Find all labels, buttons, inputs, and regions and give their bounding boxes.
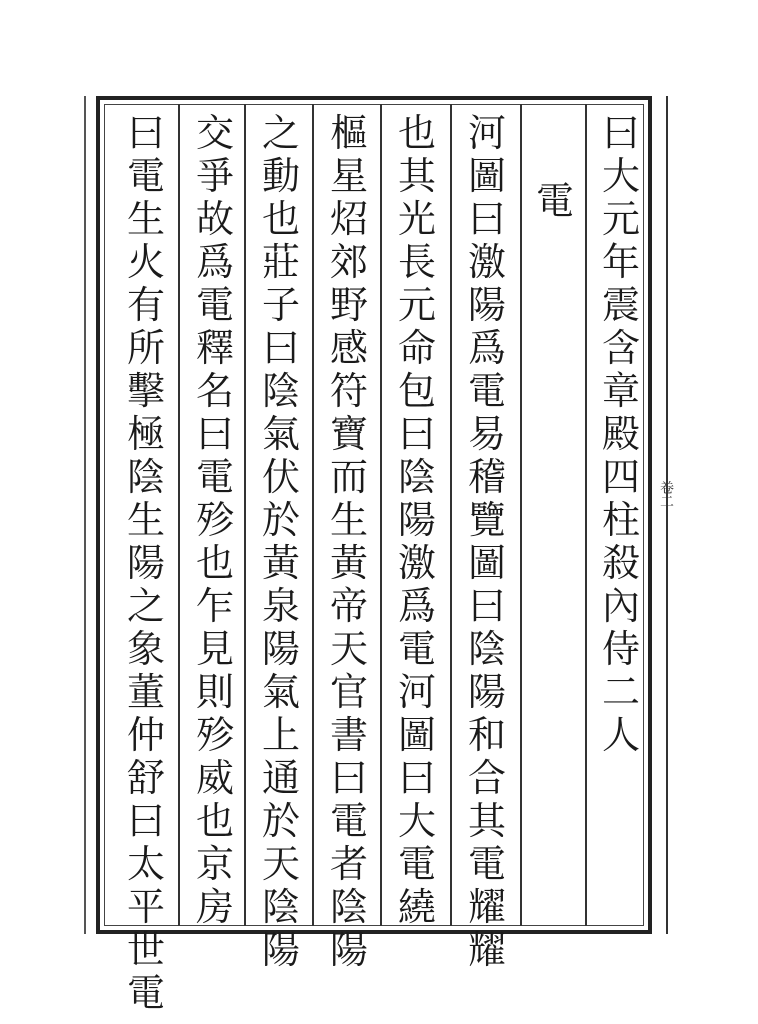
column-character: 殄 (195, 498, 234, 542)
column-rule (585, 104, 587, 926)
column-character: 命 (397, 326, 436, 370)
column-character: 寶 (329, 412, 368, 456)
column-character: 之 (126, 584, 165, 628)
column-character: 電 (126, 971, 165, 1015)
column-character: 電 (467, 842, 506, 886)
column-character: 陽 (397, 498, 436, 542)
column-character: 激 (397, 541, 436, 585)
column-character: 電 (535, 179, 574, 223)
column-character: 二 (601, 670, 640, 714)
column-character: 圖 (467, 154, 506, 198)
column-character: 野 (329, 283, 368, 327)
column-character: 董 (126, 670, 165, 714)
column-character: 於 (261, 498, 300, 542)
column-character: 長 (397, 240, 436, 284)
column-character: 也 (397, 111, 436, 155)
margin-label: 卷二 (658, 480, 674, 508)
column-character: 曰 (261, 326, 300, 370)
column-character: 爲 (397, 584, 436, 628)
column-character: 曰 (329, 756, 368, 800)
column-character: 則 (195, 670, 234, 714)
column-character: 平 (126, 885, 165, 929)
text-column-2-heading (530, 180, 580, 990)
column-character: 氣 (261, 670, 300, 714)
column-character: 章 (601, 369, 640, 413)
column-character: 陰 (397, 455, 436, 499)
text-column-5 (324, 111, 374, 972)
column-character: 圖 (397, 713, 436, 757)
column-character: 電 (397, 627, 436, 671)
column-character: 曰 (467, 584, 506, 628)
column-character: 電 (126, 154, 165, 198)
column-character: 也 (195, 541, 234, 585)
column-character: 氣 (261, 412, 300, 456)
column-character: 樞 (329, 111, 368, 155)
column-character: 星 (329, 154, 368, 198)
column-character: 於 (261, 799, 300, 843)
column-character: 覽 (467, 498, 506, 542)
column-character: 天 (329, 627, 368, 671)
column-character: 象 (126, 627, 165, 671)
column-character: 大 (397, 799, 436, 843)
column-rule (244, 104, 246, 926)
column-character: 極 (126, 412, 165, 456)
column-character: 震 (601, 283, 640, 327)
column-character: 也 (195, 799, 234, 843)
column-character: 通 (261, 756, 300, 800)
column-character: 電 (467, 369, 506, 413)
column-character: 莊 (261, 240, 300, 284)
text-column-8 (120, 111, 172, 1015)
column-character: 元 (397, 283, 436, 327)
column-character: 書 (329, 713, 368, 757)
column-character: 生 (126, 197, 165, 241)
text-column-4 (392, 111, 442, 929)
column-character: 大 (601, 154, 640, 198)
column-character: 耀 (467, 928, 506, 972)
column-character: 所 (126, 326, 165, 370)
column-character: 爲 (195, 240, 234, 284)
column-character: 而 (329, 455, 368, 499)
column-character: 陽 (126, 541, 165, 585)
column-character: 其 (467, 799, 506, 843)
column-character: 電 (397, 842, 436, 886)
column-character: 有 (126, 283, 165, 327)
column-character: 爭 (195, 154, 234, 198)
column-character: 柱 (601, 498, 640, 542)
column-character: 包 (397, 369, 436, 413)
column-character: 四 (601, 455, 640, 499)
column-character: 爲 (467, 326, 506, 370)
column-character: 上 (261, 713, 300, 757)
column-character: 河 (467, 111, 506, 155)
column-character: 激 (467, 240, 506, 284)
column-character: 圖 (467, 541, 506, 585)
column-character: 侍 (601, 627, 640, 671)
column-character: 陽 (329, 928, 368, 972)
column-character: 殿 (601, 412, 640, 456)
column-character: 曰 (467, 197, 506, 241)
column-character: 郊 (329, 240, 368, 284)
column-character: 陰 (261, 369, 300, 413)
column-character: 之 (261, 111, 300, 155)
column-character: 曰 (601, 111, 640, 155)
column-character: 內 (601, 584, 640, 628)
column-character: 繞 (397, 885, 436, 929)
column-character: 交 (195, 111, 234, 155)
column-character: 耀 (467, 885, 506, 929)
column-character: 電 (195, 455, 234, 499)
column-character: 感 (329, 326, 368, 370)
column-character: 世 (126, 928, 165, 972)
column-character: 官 (329, 670, 368, 714)
column-character: 擊 (126, 369, 165, 413)
column-character: 舒 (126, 756, 165, 800)
column-character: 曰 (126, 799, 165, 843)
column-character: 陰 (467, 627, 506, 671)
column-character: 故 (195, 197, 234, 241)
column-rule (380, 104, 382, 926)
column-character: 電 (195, 283, 234, 327)
column-character: 生 (329, 498, 368, 542)
column-character: 生 (126, 498, 165, 542)
column-character: 動 (261, 154, 300, 198)
column-character: 黃 (261, 541, 300, 585)
text-column-7 (190, 111, 240, 929)
column-character: 見 (195, 627, 234, 671)
column-character: 元 (601, 197, 640, 241)
column-character: 釋 (195, 326, 234, 370)
column-character: 威 (195, 756, 234, 800)
column-character: 伏 (261, 455, 300, 499)
column-character: 年 (601, 240, 640, 284)
column-rule (178, 104, 180, 926)
column-character: 炤 (329, 197, 368, 241)
column-character: 乍 (195, 584, 234, 628)
column-character: 天 (261, 842, 300, 886)
column-character: 河 (397, 670, 436, 714)
column-character: 曰 (126, 111, 165, 155)
column-character: 其 (397, 154, 436, 198)
column-character: 黃 (329, 541, 368, 585)
text-column-6 (256, 111, 306, 972)
column-character: 陽 (467, 670, 506, 714)
page-margin-block (652, 96, 668, 934)
column-character: 陰 (261, 885, 300, 929)
column-character: 曰 (397, 756, 436, 800)
column-character: 泉 (261, 584, 300, 628)
column-character: 曰 (195, 412, 234, 456)
column-character: 名 (195, 369, 234, 413)
column-character: 太 (126, 842, 165, 886)
column-character: 也 (261, 197, 300, 241)
text-column-1 (596, 112, 646, 922)
column-character: 者 (329, 842, 368, 886)
column-rule (312, 104, 314, 926)
column-character: 陰 (126, 455, 165, 499)
column-rule (450, 104, 452, 926)
column-character: 合 (467, 756, 506, 800)
left-page-edge (84, 96, 96, 934)
column-rule (520, 104, 522, 926)
column-character: 殄 (195, 713, 234, 757)
text-column-3 (462, 111, 512, 972)
column-character: 曰 (397, 412, 436, 456)
column-character: 殺 (601, 541, 640, 585)
column-character: 符 (329, 369, 368, 413)
column-character: 陽 (261, 627, 300, 671)
column-character: 房 (195, 885, 234, 929)
column-character: 和 (467, 713, 506, 757)
column-character: 火 (126, 240, 165, 284)
column-character: 稽 (467, 455, 506, 499)
column-character: 人 (601, 713, 640, 757)
column-character: 陰 (329, 885, 368, 929)
column-character: 含 (601, 326, 640, 370)
column-character: 仲 (126, 713, 165, 757)
column-character: 京 (195, 842, 234, 886)
column-character: 子 (261, 283, 300, 327)
column-character: 陽 (261, 928, 300, 972)
column-character: 帝 (329, 584, 368, 628)
column-character: 電 (329, 799, 368, 843)
column-character: 易 (467, 412, 506, 456)
column-character: 光 (397, 197, 436, 241)
column-character: 陽 (467, 283, 506, 327)
